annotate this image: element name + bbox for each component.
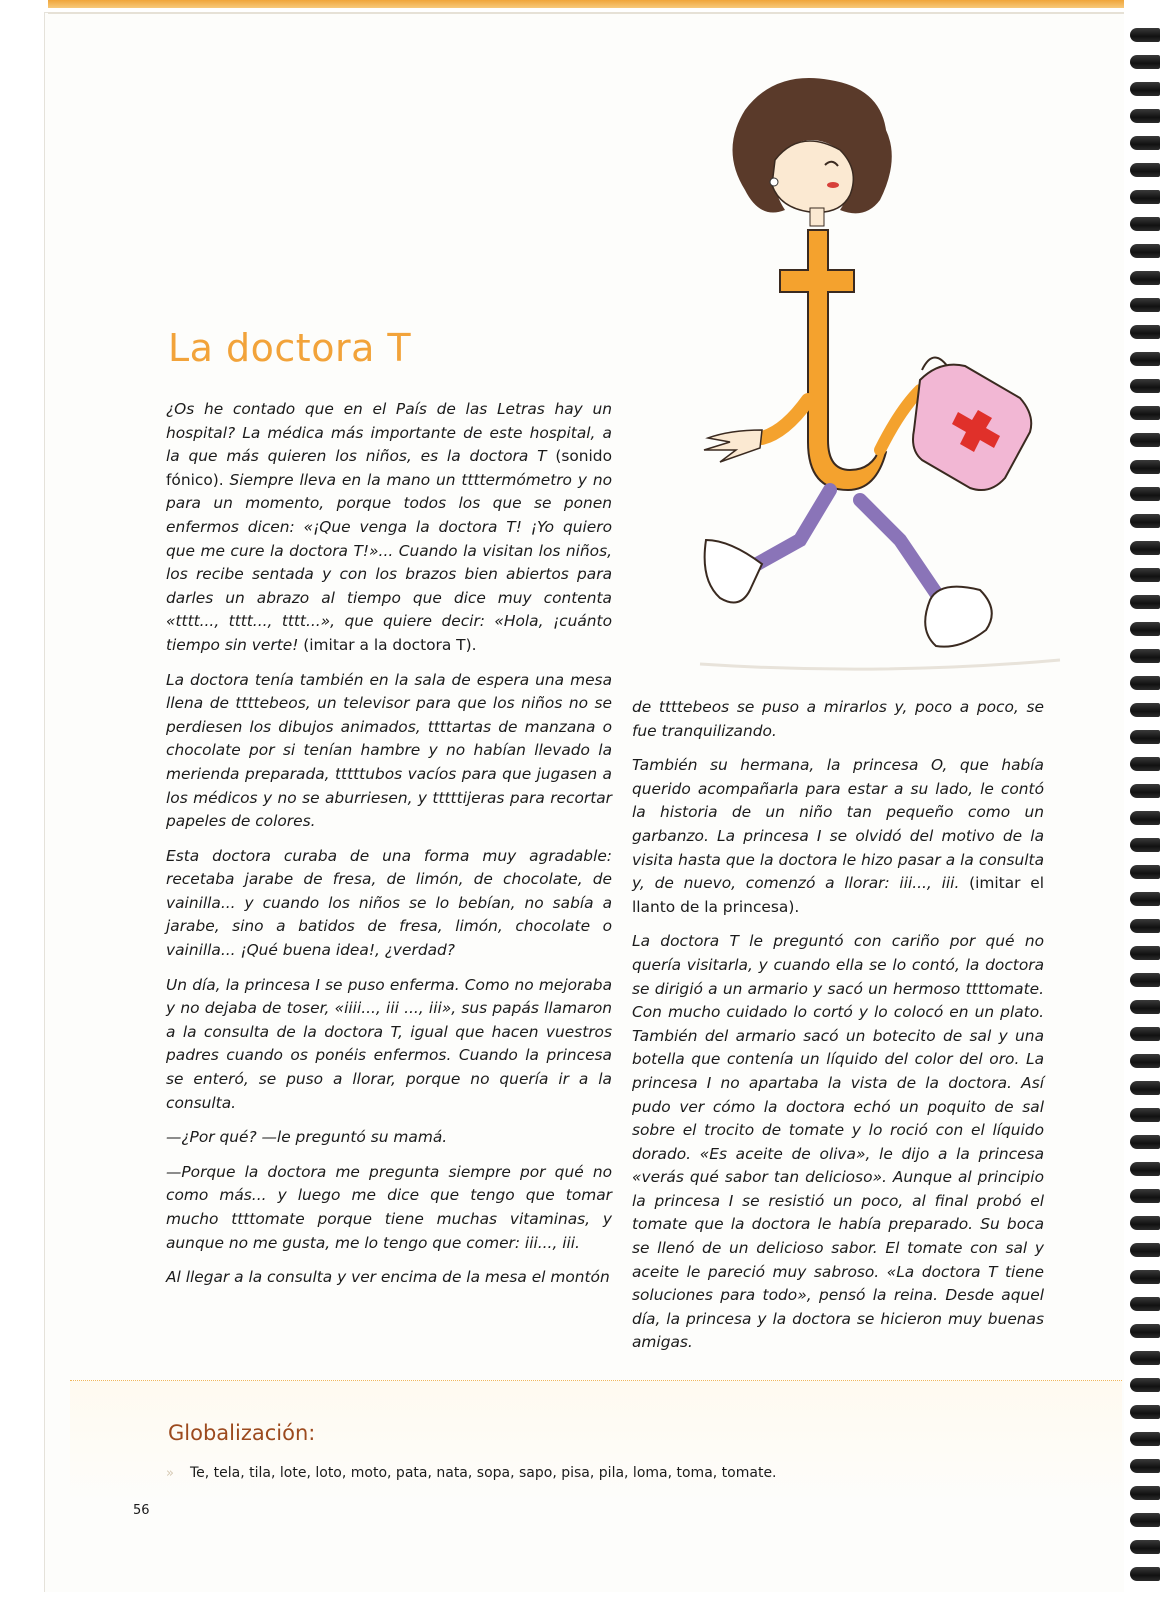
spiral-ring [1130,1378,1160,1392]
spiral-ring [1130,1432,1160,1446]
top-rule [48,12,1124,14]
spiral-ring [1130,919,1160,933]
spiral-ring [1130,136,1160,150]
right-text-column [632,696,1044,1366]
page-number: 56 [133,1503,150,1518]
spiral-ring [1130,811,1160,825]
spiral-ring [1130,1567,1160,1581]
spiral-ring [1130,1540,1160,1554]
spiral-ring [1130,946,1160,960]
paragraph: Al llegar a la consulta y ver encima de la mesa el montón [166,1268,610,1287]
spiral-ring [1130,730,1160,744]
text-run: (sonido fónico). [166,447,612,489]
paragraph: La doctora tenía también en la sala de espera una mesa llena de ttttebeos, un televisor para que los niños no se perdiesen los dibujos animados, ttttartas de manzana o chocolate por si tenían hambre y no habían llevado la merienda preparada, tttttubos vacíos para que jugasen a los médicos y no se aburriesen, y tttttijeras para recortar papeles de colores. [166,670,612,831]
spiral-ring [1130,1459,1160,1473]
spiral-ring [1130,109,1160,123]
spiral-ring [1130,406,1160,420]
spiral-ring [1130,1162,1160,1176]
paragraph: de ttttebeos se puso a mirarlos y, poco a poco, se fue tranquilizando. [632,698,1044,740]
spiral-ring [1130,1135,1160,1149]
spiral-ring [1130,1081,1160,1095]
spiral-ring [1130,1270,1160,1284]
spiral-ring [1130,1000,1160,1014]
left-text-column [166,398,612,1301]
spiral-ring [1130,1054,1160,1068]
spiral-ring [1130,487,1160,501]
spiral-ring [1130,568,1160,582]
text-run: ¿Os he contado que en el País de las Letras hay un hospital? La médica más importante de este hospital, a la que más quieren los niños, es la doctora T [166,400,612,466]
spiral-ring [1130,298,1160,312]
spiral-binding [1124,28,1164,1588]
spiral-ring [1130,1297,1160,1311]
text-run: (imitar el llanto de la princesa). [632,874,1045,916]
spiral-ring [1130,676,1160,690]
spiral-ring [1130,433,1160,447]
paragraph: La doctora T le preguntó con cariño por qué no quería visitarla, y cuando ella se lo contó, la doctora se dirigió a un armario y sacó un hermoso ttttomate. Con mucho cuidado lo cortó y lo colocó en un plato. También del armario sacó un botecito de sal y una botella que contenía un líquido del color del oro. La princesa I no apartaba la vista de la doctora. Así pudo ver cómo la doctora echó un poquito de sal sobre el trocito de tomate y lo roció con el líquido dorado. «Es aceite de oliva», le dijo a la princesa «verás qué sabor tan delicioso». Aunque al principio la princesa I se resistió un poco, al final probó el tomate que la doctora le había preparado. Su boca se llenó de un delicioso sabor. El tomate con sal y aceite le pareció muy sabroso. «La doctora T tiene soluciones para todo», pensó la reina. Desde aquel día, la princesa y la doctora se hicieron muy buenas amigas. [632,932,1044,1352]
section-divider [70,1380,1122,1381]
chevron-right-icon: » [166,1466,174,1481]
story-title: La doctora T [168,326,412,370]
spiral-ring [1130,1189,1160,1203]
spiral-ring [1130,1027,1160,1041]
spiral-ring [1130,55,1160,69]
spiral-ring [1130,28,1160,42]
spiral-ring [1130,82,1160,96]
paragraph: Un día, la princesa I se puso enferma. Como no mejoraba y no dejaba de toser, «iiii..., iii ..., iii», sus papás llamaron a la consulta de la doctora T, igual que hacen vuestros padres cuando os ponéis enfermos. Cuando la princesa se enteró, se puso a llorar, porque no quería ir a la consulta. [166,975,612,1112]
spiral-ring [1130,1324,1160,1338]
spiral-ring [1130,1405,1160,1419]
spiral-ring [1130,973,1160,987]
spiral-ring [1130,703,1160,717]
spiral-ring [1130,460,1160,474]
paragraph: Esta doctora curaba de una forma muy agradable: recetaba jarabe de fresa, de limón, de chocolate, de vainilla... y cuando los niños se lo bebían, no sabía a jarabe, sino a batidos de fresa, limón, chocolate o vainilla... ¡Qué buena idea!, ¿verdad? [166,846,612,960]
spiral-ring [1130,865,1160,879]
spiral-ring [1130,352,1160,366]
spiral-ring [1130,595,1160,609]
paragraph [632,754,1044,919]
spiral-ring [1130,1513,1160,1527]
text-run: También su hermana, la princesa O, que había querido acompañarla para estar a su lado, le contó la historia de un niño tan pequeño como un garbanzo. La princesa I se olvidó del motivo de la visita hasta que la doctora le hizo pasar a la consulta y, de nuevo, comenzó a llorar: iii..., iii. [632,756,1044,893]
text-run: Siempre lleva en la mano un ttttermómetro y no para un momento, porque todos los que se ponen enfermos dicen: «¡Que venga la doctora T! ¡Yo quiero que me cure la doctora T!»... Cuando la visitan los niños, los recibe sentada y con los brazos bien abiertos para darles un abrazo al tiempo que dice muy contenta «tttt..., tttt..., tttt...», que quiere decir: «Hola, ¡cuánto tiempo sin verte! [166,470,612,654]
paragraph: —¿Por qué? —le preguntó su mamá. [166,1128,448,1147]
spiral-ring [1130,244,1160,258]
spiral-ring [1130,649,1160,663]
spiral-ring [1130,784,1160,798]
doctor-t-character-icon [690,70,1070,680]
top-orange-band [48,0,1124,8]
spiral-ring [1130,271,1160,285]
paragraph [166,398,612,658]
spiral-ring [1130,163,1160,177]
spiral-ring [1130,379,1160,393]
spiral-ring [1130,1351,1160,1365]
spiral-ring [1130,1243,1160,1257]
paragraph: —Porque la doctora me pregunta siempre por qué no como más... y luego me dice que tengo que tomar mucho ttttomate porque tiene muchas vitaminas, y aunque no me gusta, me lo tengo que comer: iii..., iii. [166,1162,612,1252]
spiral-ring [1130,892,1160,906]
spiral-ring [1130,325,1160,339]
spiral-ring [1130,757,1160,771]
spiral-ring [1130,190,1160,204]
spiral-ring [1130,622,1160,636]
spiral-ring [1130,1216,1160,1230]
spiral-ring [1130,1486,1160,1500]
word-list: Te, tela, tila, lote, loto, moto, pata, nata, sopa, sapo, pisa, pila, loma, toma, tomate. [190,1465,777,1481]
spiral-ring [1130,541,1160,555]
spiral-ring [1130,514,1160,528]
globalizacion-title: Globalización: [168,1421,316,1445]
spiral-ring [1130,1108,1160,1122]
text-run: (imitar a la doctora T). [298,635,477,654]
spiral-ring [1130,217,1160,231]
spiral-ring [1130,838,1160,852]
